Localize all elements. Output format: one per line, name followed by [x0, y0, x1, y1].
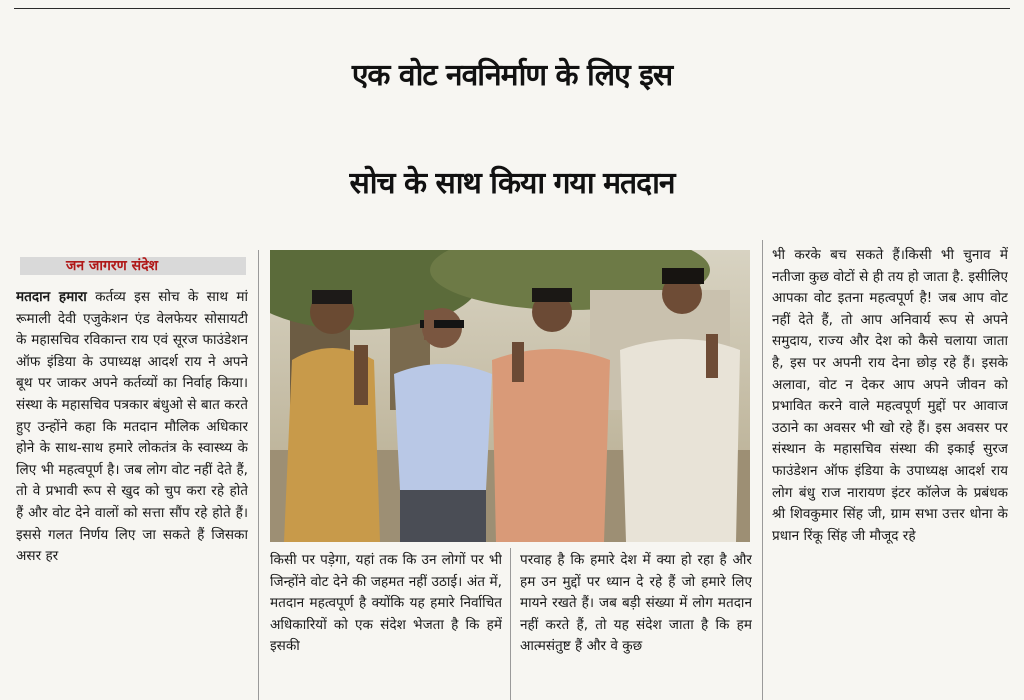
- article-col4-text: भी करके बच सकते हैं।किसी भी चुनाव में नतीजा कुछ वोटों से ही तय हो जाता है. इसीलिए आपका वोट इतना महत्वपूर्ण है! जब आप वोट नहीं देते हैं, तो आप अनिवार्य रूप से अपने समुदाय, राज्य और देश को कैसे चलाया जाता है, इस पर अपनी राय देना छोड़ रहे हैं। इसके अलावा, वोट न देकर आप अपने जीवन को प्रभावित करने वाले महत्वपूर्ण मुद्दों पर आवाज उठाने का अवसर भी खो रहे हैं। इस अवसर पर संस्थान के महासचिव संस्था की इकाई सुरज फाउंडेशन ऑफ इंडिया के उपाध्यक्ष आदर्श राय लोग बंधु राज नारायण इंटर कॉलेज के प्रबंधक श्री शिवकुमार सिंह जी, ग्राम सभा उत्तर धोना के प्रधान रिंकू सिंह जी मौजूद रहे: [772, 247, 1008, 544]
- column-divider: [510, 548, 511, 700]
- headline: [0, 22, 1024, 238]
- article-lead: मतदान हमारा: [16, 289, 87, 305]
- article-column-4: [772, 245, 1008, 700]
- article-column-1: [16, 257, 248, 697]
- headline-line-2: सोच के साथ किया गया मतदान: [349, 166, 675, 201]
- column-divider: [258, 250, 259, 700]
- headline-line-1: एक वोट नवनिर्माण के लिए इस: [351, 58, 673, 93]
- article-col3-text: परवाह है कि हमारे देश में क्या हो रहा है और हम उन मुद्दों पर ध्यान दे रहे हैं जो हमारे लिए मायने रखते हैं। जब बड़ी संख्या में लोग मतदान नहीं करते हैं, तो यह संदेश जाता है कि हम आत्मसंतुष्ट हैं और वे कुछ: [520, 552, 752, 655]
- article-paragraph-1: [16, 287, 248, 568]
- top-rule: [14, 8, 1010, 9]
- byline: जन जागरण संदेश: [20, 257, 246, 275]
- news-photo: [270, 250, 750, 542]
- article-col2-text: किसी पर पड़ेगा, यहां तक कि उन लोगों पर भी जिन्होंने वोट देने की जहमत नहीं उठाई। अंत में, मतदान महत्वपूर्ण है क्योंकि यह हमारे निर्वाचित अधिकारियों को एक संदेश भेजता है कि हमें इसकी: [270, 552, 502, 655]
- article-column-3: [520, 550, 752, 700]
- article-col1-text: कर्तव्य इस सोच के साथ मां रूमाली देवी एजुकेशन एंड वेलफेयर सोसायटी के महासचिव रविकान्त राय एवं सूरज फाउंडेशन ऑफ इंडिया के उपाध्यक्ष आदर्श राय ने अपने बूथ पर जाकर अपने कर्तव्यों का निर्वाह किया। संस्था के महासचिव पत्रकार बंधुओ से बात करते हुए उन्होंने कहा कि मतदान मौलिक अधिकार होने के साथ-साथ हमारे लोकतंत्र के स्वास्थ्य के लिए भी महत्वपूर्ण है। जब लोग वोट नहीं देते हैं, तो वे प्रभावी रूप से खुद को चुप करा रहे होते हैं और वोट देने वालों को सत्ता सौंप रहे होते हैं। इससे गलत निर्णय लिए जा सकते हैं जिसका असर हर: [16, 289, 248, 565]
- column-divider: [762, 240, 763, 700]
- photo-illustration: [270, 250, 750, 542]
- article-column-2: [270, 550, 502, 700]
